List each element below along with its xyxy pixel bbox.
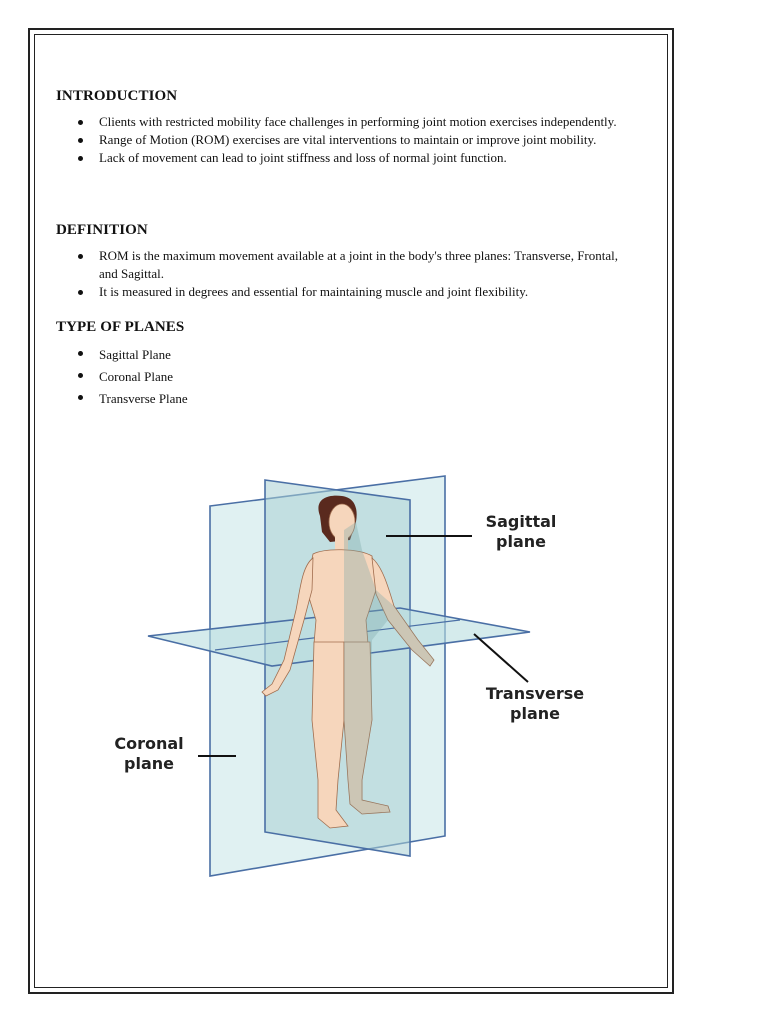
bullet-icon — [78, 156, 83, 161]
bullet-icon — [78, 254, 83, 259]
list-item: Range of Motion (ROM) exercises are vital interventions to maintain or improve joint mobility. — [99, 131, 618, 149]
bullet-icon — [78, 395, 83, 400]
list-item: Transverse Plane — [99, 388, 618, 410]
list-item: Coronal Plane — [99, 366, 618, 388]
list-item: Lack of movement can lead to joint stiffness and loss of normal joint function. — [99, 149, 618, 167]
section-types-of-planes — [56, 319, 618, 410]
definition-list — [56, 247, 618, 301]
section-definition — [56, 222, 618, 301]
bullet-icon — [78, 290, 83, 295]
definition-heading: DEFINITION — [56, 222, 148, 238]
introduction-list — [56, 113, 618, 167]
bullet-icon — [78, 138, 83, 143]
transverse-leader-line — [474, 634, 528, 682]
types-list — [56, 344, 618, 410]
list-item: It is measured in degrees and essential for maintaining muscle and joint flexibility. — [99, 283, 618, 301]
bullet-icon — [78, 120, 83, 125]
anatomical-planes-figure — [100, 470, 620, 890]
section-introduction — [56, 88, 618, 167]
list-item: Clients with restricted mobility face challenges in performing joint motion exercises independently. — [99, 113, 618, 131]
bullet-icon — [78, 373, 83, 378]
list-item: ROM is the maximum movement available at a joint in the body's three planes: Transverse, Frontal, and Sagittal. — [99, 247, 618, 283]
bullet-icon — [78, 351, 83, 356]
transverse-plane-label: Transverse plane — [485, 684, 585, 723]
list-item: Sagittal Plane — [99, 344, 618, 366]
introduction-heading: INTRODUCTION — [56, 88, 178, 104]
coronal-plane-label: Coronal plane — [114, 734, 184, 773]
types-heading: TYPE OF PLANES — [56, 319, 185, 335]
sagittal-plane-label: Sagittal plane — [485, 512, 557, 551]
